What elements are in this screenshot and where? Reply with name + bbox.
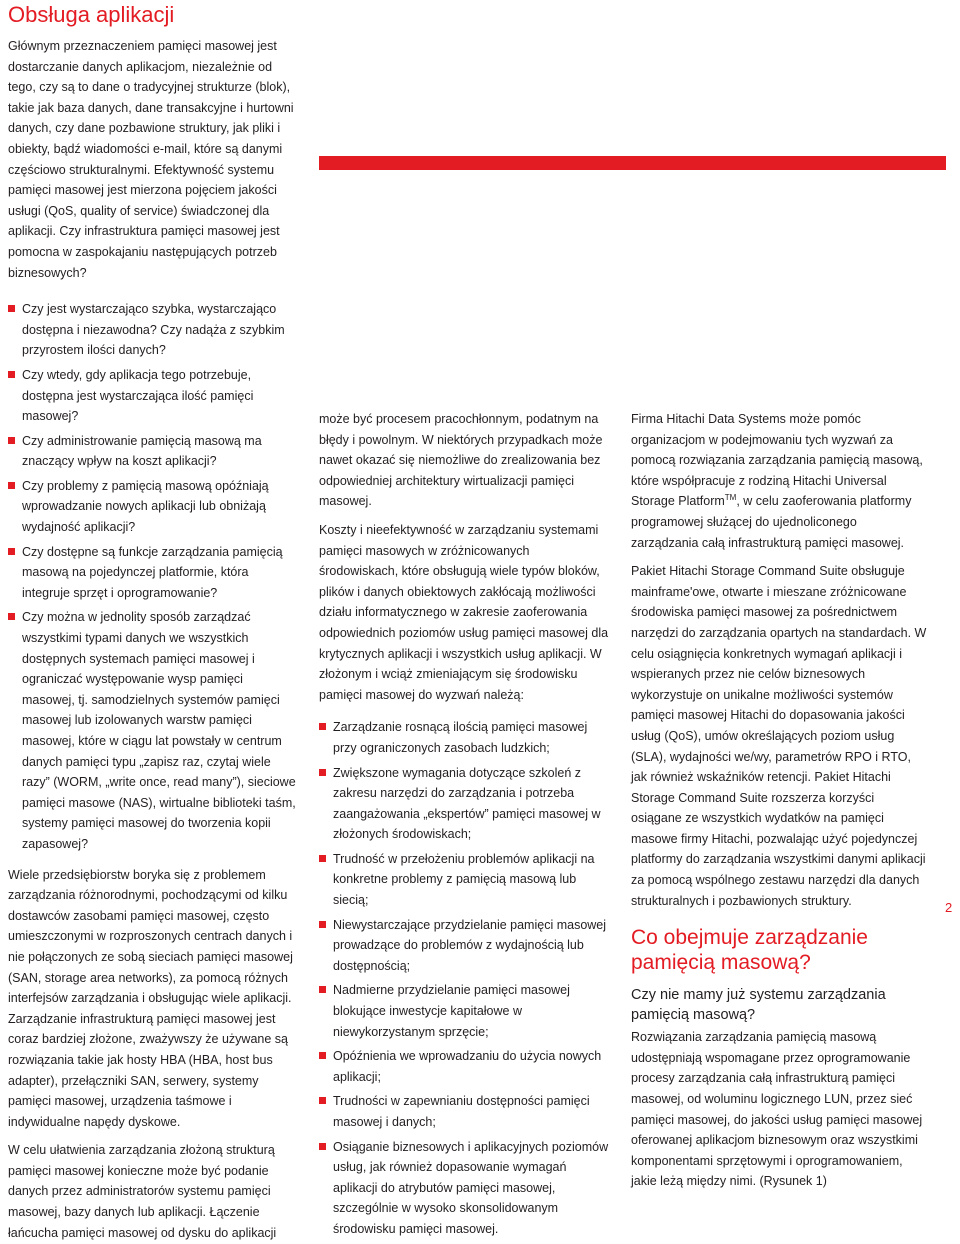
column-2 (319, 409, 611, 1244)
page-title: Obsługa aplikacji (8, 2, 175, 27)
intro-paragraph: Głównym przeznaczeniem pamięci masowej jest dostarczanie danych aplikacjom, niezależnie od tego, czy są to dane o tradycyjnej strukturze (blok), takie jak baza danych, dane transakcyjne i hurtowni danych, czy dane pozbawione struktury, jak pliki i obiekty, bądź wiadomości e-mail, które są danymi częściowo strukturalnymi. Efektywność systemu pamięci masowej jest mierzona pojęciem jakości usługi (QoS, quality of service) świadczonej dla aplikacji. Czy infrastruktura pamięci masowej jest pomocna w zaspokajaniu następujących potrzeb biznesowych? (8, 39, 294, 280)
bullet-square-icon (319, 855, 326, 862)
list-item-text: Trudności w zapewnianiu dostępności pamięci masowej i danych; (333, 1094, 590, 1129)
section-heading: Co obejmuje zarządzanie pamięcią masową? (631, 926, 868, 975)
section-subheading: Czy nie mamy już systemu zarządzania pamięcią masową? (631, 987, 886, 1024)
list-item (8, 431, 298, 472)
list-item-text: Czy administrowanie pamięcią masową ma znaczący wpływ na koszt aplikacji? (22, 433, 262, 469)
bullet-square-icon (8, 437, 15, 444)
bullet-square-icon (319, 723, 326, 730)
challenges-list (319, 717, 611, 1239)
list-item-text: Czy można w jednolity sposób zarządzać wszystkimi typami danych we wszystkich dostępnych systemach pamięci masowej i ograniczać występowanie wysp pamięci masowej, tj. samodzielnych systemów pamięci masowej lub izolowanych warstw pamięci masowej, które w ciągu lat powstały w centrum danych pamięci typu „zapisz raz, czytaj wiele razy” (WORM, „write once, read many”), sieciowe pamięci masowe (NAS), wirtualne biblioteki taśm, systemy pamięci masowej do tworzenia kopii zapasowej? (22, 610, 296, 851)
paragraph-continuation: może być procesem pracochłonnym, podatnym na błędy i powolnym. W niektórych przypadkach może nawet okazać się niemożliwe do zrealizowania bez odpowiedniej architektury wirtualizacji pamięci masowej. (319, 412, 603, 509)
list-item-text: Osiąganie biznesowych i aplikacyjnych poziomów usług, jak również dopasowanie wymagań aplikacji do atrybutów pamięci masowej, szczególnie w wysoko skonsolidowanym środowisku pamięci masowej. (333, 1139, 609, 1236)
column-1 (8, 36, 298, 1243)
list-item (8, 476, 298, 538)
list-item-text: Czy wtedy, gdy aplikacja tego potrzebuje, dostępna jest wystarczająca ilość pamięci masowej? (22, 367, 254, 424)
list-item (319, 849, 611, 911)
paragraph-costs: Koszty i nieefektywność w zarządzaniu systemami pamięci masowych w zróżnicowanych środowiskach, które obsługują wiele typów bloków, plików i danych obiektowych zakłócają możliwości działu informatycznego w zakresie zaoferowania odpowiednich poziomów usług pamięci masowej dla krytycznych aplikacji i wszystkich usług aplikacji. W złożonym i wciąż zmieniającym się środowisku pamięci masowej do wyzwań należą: (319, 522, 609, 702)
list-item-text: Nadmierne przydzielanie pamięci masowej blokujące inwestycje kapitałowe w niewykorzystanym sprzęcie; (333, 983, 570, 1039)
paragraph-administrators: W celu ułatwienia zarządzania złożoną strukturą pamięci masowej konieczne może być podanie danych przez administratorów systemu pamięci masowej, bazy danych lub aplikacji. Łączenie łańcucha pamięci masowej od dysku do aplikacji (8, 1143, 277, 1240)
trademark-mark: TM (724, 493, 737, 503)
bullet-square-icon (8, 305, 15, 312)
list-item-text: Niewystarczające przydzielanie pamięci masowej prowadzące do problemów z wydajnością lub dostępnością; (333, 917, 607, 973)
list-item (8, 299, 298, 361)
list-item (319, 763, 611, 845)
list-item (319, 1137, 611, 1240)
column-3 (631, 409, 927, 1192)
list-item (319, 1046, 611, 1087)
questions-list (8, 299, 298, 854)
list-item (8, 365, 298, 427)
list-item-text: Zwiększone wymagania dotyczące szkoleń z zakresu narzędzi do zarządzania i potrzeba zaangażowania „ekspertów” pamięci masowej w złożonych środowiskach; (333, 765, 601, 842)
list-item-text: Czy problemy z pamięcią masową opóźniają wprowadzanie nowych aplikacji lub obniżają wydajność aplikacji? (22, 478, 269, 535)
bullet-square-icon (319, 1143, 326, 1150)
paragraph-hitachi-text-end: , w celu zaoferowania platformy programowej służącej do ujednoliconego zarządzania całą infrastrukturą pamięci masowej. (631, 494, 912, 550)
list-item (319, 915, 611, 977)
list-item (8, 607, 298, 854)
bullet-square-icon (8, 548, 15, 555)
list-item (319, 980, 611, 1042)
list-item (8, 542, 298, 604)
list-item-text: Czy jest wystarczająco szybka, wystarczająco dostępna i niezawodna? Czy nadąża z szybkim przyrostem ilości danych? (22, 302, 285, 358)
paragraph-management-complexity: Wiele przedsiębiorstw boryka się z problemem zarządzania różnorodnymi, pochodzącymi od kilku dostawców zasobami pamięci masowej, często umieszczonymi w rozproszonych centrach danych i nie połączonych ze sobą sieciach pamięci masowej (SAN, storage area networks), za pomocą różnych interfejsów zarządzania i obsługując wiele aplikacji. Zarządzanie infrastrukturą pamięci masowej jest coraz bardziej złożone, zważywszy że używane są rozwiązania takie jak hosty HBA (HBA, host bus adapter), przełączniki SAN, serwery, systemy pamięci masowej, urządzenia taśmowe i indywidualne napędy dyskowe. (8, 867, 293, 1129)
bullet-square-icon (319, 986, 326, 993)
page-number: 2 (945, 900, 953, 915)
list-item-text: Zarządzanie rosnącą ilością pamięci masowej przy ograniczonych zasobach ludzkich; (333, 720, 588, 755)
paragraph-hitachi (631, 409, 927, 553)
decorative-red-bar (319, 156, 946, 170)
list-item-text: Trudność w przełożeniu problemów aplikacji na konkretne problemy z pamięcią masową lub siecią; (333, 851, 595, 908)
list-item (319, 1091, 611, 1132)
bullet-square-icon (8, 371, 15, 378)
bullet-square-icon (319, 769, 326, 776)
bullet-square-icon (319, 1097, 326, 1104)
paragraph-hitachi-text: Firma Hitachi Data Systems może pomóc organizacjom w podejmowaniu tych wyzwań za pomocą rozwiązania zarządzania pamięcią masową, które współpracuje z rodziną Hitachi Universal Storage Platform (631, 412, 923, 509)
list-item-text: Czy dostępne są funkcje zarządzania pamięcią masową na pojedynczej platformie, która integruje sprzęt i oprogramowanie? (22, 544, 283, 600)
bullet-square-icon (319, 921, 326, 928)
paragraph-solutions: Rozwiązania zarządzania pamięcią masową udostępniają wspomagane przez oprogramowanie procesy zarządzania całą infrastrukturą pamięci masowej, od woluminu logicznego LUN, przez sieć pamięci masowej, do jakości usług pamięci masowej oferowanej aplikacjom biznesowym oraz wszystkimi komponentami sprzętowymi i oprogramowaniem, jakie leżą między nimi. (Rysunek 1) (631, 1030, 923, 1189)
bullet-square-icon (8, 482, 15, 489)
list-item (319, 717, 611, 758)
paragraph-command-suite: Pakiet Hitachi Storage Command Suite obsługuje mainframe'owe, otwarte i mieszane zróżnicowane środowiska pamięci masowej za pośrednictwem narzędzi do zarządzania opartych na standardach. W celu osiągnięcia konkretnych wymagań aplikacji i wspieranych przez nie celów biznesowych wykorzystuje on unikalne możliwości systemów pamięci masowej Hitachi do dopasowania jakości usług (QoS), umów określających poziom usług (SLA), wydajności we/wy, parametrów RPO i RTO, jak również wskaźników retencji. Pakiet Hitachi Storage Command Suite rozszerza korzyści osiągane ze wszystkich wydatków na pamięci masowe firmy Hitachi, pozwalając użyć pojedynczej platformy do zarządzania wszystkimi danymi aplikacji za pomocą wspólnego zestawu narzędzi dla danych strukturalnych i pozbawionych struktury. (631, 564, 927, 908)
bullet-square-icon (319, 1052, 326, 1059)
bullet-square-icon (8, 613, 15, 620)
list-item-text: Opóźnienia we wprowadzaniu do użycia nowych aplikacji; (333, 1049, 602, 1084)
